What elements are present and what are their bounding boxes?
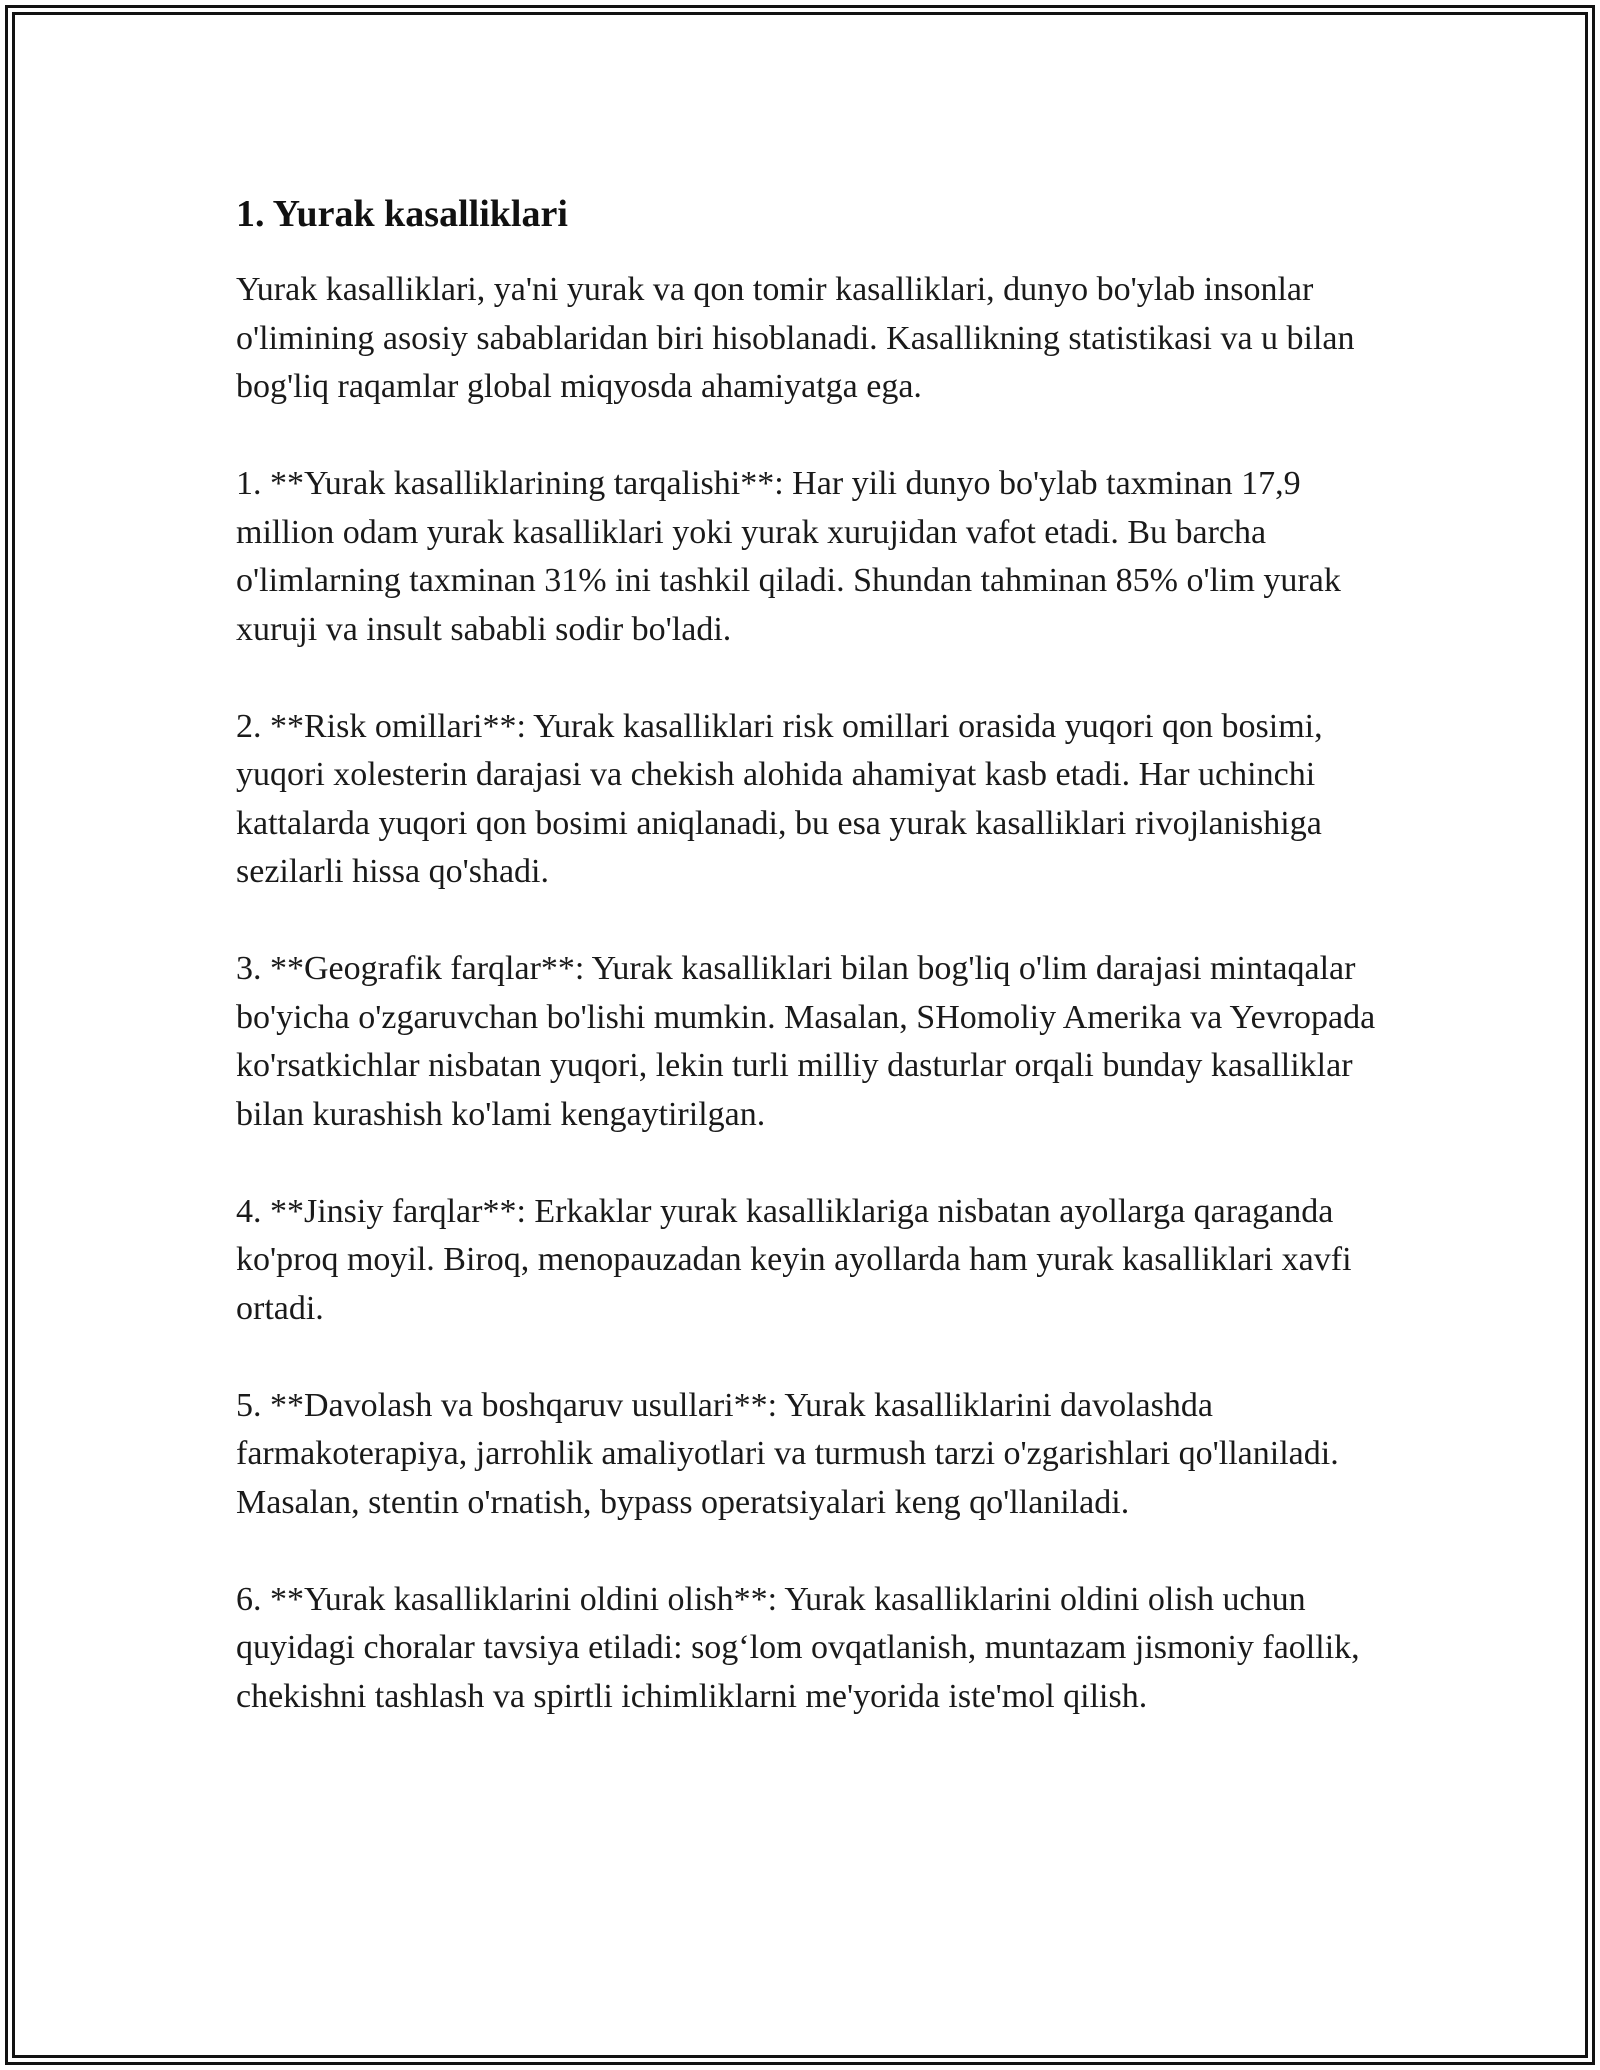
- intro-paragraph: Yurak kasalliklari, ya'ni yurak va qon tomir kasalliklari, dunyo bo'ylab insonlar o'limining asosiy sabablaridan biri hisoblanadi. Kasallikning statistikasi va u bilan bog'liq raqamlar global miqyosda ahamiyatga ega.: [236, 271, 1355, 405]
- list-item: 5. **Davolash va boshqaruv usullari**: Yurak kasalliklarini davolashda farmakoterapiya, jarrohlik amaliyotlari va turmush tarzi o'zgarishlari qo'llaniladi. Masalan, stentin o'rnatish, bypass operatsiyalari keng qo'llaniladi.: [236, 1386, 1339, 1521]
- list-item: 1. **Yurak kasalliklarining tarqalishi**: Har yili dunyo bo'ylab taxminan 17,9 million odam yurak kasalliklari yoki yurak xurujidan vafot etadi. Bu barcha o'limlarning taxminan 31% ini tashkil qiladi. Shundan tahminan 85% o'lim yurak xuruji va insult sababli sodir bo'ladi.: [236, 465, 1341, 648]
- list-item: 4. **Jinsiy farqlar**: Erkaklar yurak kasalliklariga nisbatan ayollarga qaraganda ko'proq moyil. Biroq, menopauzadan keyin ayollarda ham yurak kasalliklari xavfi ortadi.: [236, 1192, 1352, 1327]
- document-body: [236, 180, 1376, 1770]
- document-title: 1. Yurak kasalliklari: [236, 193, 568, 235]
- list-item: 3. **Geografik farqlar**: Yurak kasalliklari bilan bog'liq o'lim darajasi mintaqalar bo'yicha o'zgaruvchan bo'lishi mumkin. Masalan, SHomoliy Amerika va Yevropada ko'rsatkichlar nisbatan yuqori, lekin turli milliy dasturlar orqali bunday kasalliklar bilan kurashish ko'lami kengaytirilgan.: [236, 950, 1376, 1133]
- list-item: 6. **Yurak kasalliklarini oldini olish**: Yurak kasalliklarini oldini olish uchun quyidagi choralar tavsiya etiladi: sog‘lom ovqatlanish, muntazam jismoniy faollik, chekishni tashlash va spirtli ichimliklarni me'yorida iste'mol qilish.: [236, 1580, 1360, 1715]
- list-item: 2. **Risk omillari**: Yurak kasalliklari risk omillari orasida yuqori qon bosimi, yuqori xolesterin darajasi va chekish alohida ahamiyat kasb etadi. Har uchinchi kattalarda yuqori qon bosimi aniqlanadi, bu esa yurak kasalliklari rivojlanishiga sezilarli hissa qo'shadi.: [236, 707, 1323, 890]
